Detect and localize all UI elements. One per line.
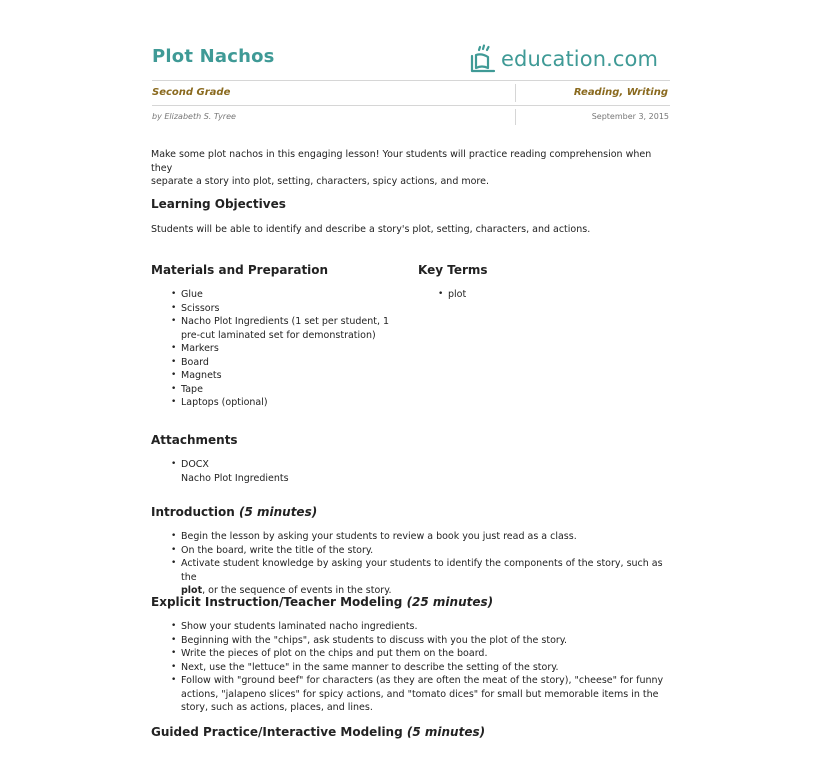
explicit-instruction-title: Explicit Instruction/Teacher Modeling <box>151 595 403 609</box>
guided-practice-title: Guided Practice/Interactive Modeling <box>151 725 403 739</box>
list-item: • Tape <box>151 383 411 397</box>
author-divider <box>515 109 516 125</box>
list-item: • Magnets <box>151 369 411 383</box>
list-item-text: , or the sequence of events in the story. <box>202 585 392 596</box>
explicit-instruction-minutes: (25 minutes) <box>406 595 494 609</box>
list-item: • Show your students laminated nacho ingredients. <box>151 620 681 634</box>
list-item: • Glue <box>151 288 411 302</box>
list-item: • Nacho Plot Ingredients (1 set per student, 1 <box>151 315 411 329</box>
key-terms-list <box>418 288 618 302</box>
page-title: Plot Nachos <box>152 46 275 67</box>
attachments-heading: Attachments <box>151 433 238 447</box>
list-item: • Next, use the "lettuce" in the same manner to describe the setting of the story. <box>151 661 681 675</box>
materials-list <box>151 288 411 410</box>
intro-line: Make some plot nachos in this engaging lesson! Your students will practice reading comprehension when they <box>151 149 652 174</box>
list-item: • Board <box>151 356 411 370</box>
list-item: • Activate student knowledge by asking your students to identify the components of the story, such as the <box>151 557 681 584</box>
explicit-instruction-list <box>151 620 681 715</box>
guided-practice-heading <box>151 725 485 739</box>
materials-heading: Materials and Preparation <box>151 263 329 277</box>
key-terms-heading: Key Terms <box>418 263 488 277</box>
attachment-link[interactable]: • DOCX <box>151 458 451 472</box>
list-item: • plot <box>418 288 618 302</box>
attachment-title[interactable]: Nacho Plot Ingredients <box>181 472 289 484</box>
header-divider <box>152 80 670 81</box>
list-item-continuation: pre-cut laminated set for demonstration) <box>181 329 376 341</box>
introduction-list <box>151 530 681 598</box>
list-item: • Laptops (optional) <box>151 396 411 410</box>
grade-label: Second Grade <box>152 87 231 98</box>
list-item-continuation: actions, "jalapeno slices" for spicy actions, and "tomato dices" for small but memorable items in the <box>181 688 659 700</box>
book-icon <box>468 44 498 74</box>
intro-paragraph <box>151 148 671 189</box>
education-com-logo[interactable] <box>468 43 658 75</box>
date-label: September 3, 2015 <box>591 112 669 121</box>
author-label: by Elizabeth S. Tyree <box>152 112 236 121</box>
list-item: • Write the pieces of plot on the chips and put them on the board. <box>151 647 681 661</box>
meta-divider-horizontal <box>152 105 670 106</box>
attachments-list <box>151 458 451 485</box>
list-item: • On the board, write the title of the story. <box>151 544 681 558</box>
plot-term: plot <box>181 585 203 596</box>
list-item: • Markers <box>151 342 411 356</box>
introduction-heading <box>151 505 317 519</box>
list-item: • Begin the lesson by asking your students to review a book you just read as a class. <box>151 530 681 544</box>
logo-wordmark <box>501 47 658 71</box>
meta-divider <box>515 84 516 102</box>
guided-practice-minutes: (5 minutes) <box>406 725 486 739</box>
list-item: • Scissors <box>151 302 411 316</box>
learning-objectives-text: Students will be able to identify and describe a story's plot, setting, characters, and actions. <box>151 224 591 235</box>
subject-label: Reading, Writing <box>573 87 668 98</box>
logo-text: education <box>501 47 607 71</box>
logo-suffix: .com <box>606 47 659 71</box>
explicit-instruction-heading <box>151 595 493 609</box>
introduction-title: Introduction <box>151 505 235 519</box>
introduction-minutes: (5 minutes) <box>238 505 318 519</box>
list-item: • Follow with "ground beef" for characters (as they are often the meat of the story), "cheese" for funny <box>151 674 681 688</box>
intro-line: separate a story into plot, setting, characters, spicy actions, and more. <box>151 176 489 187</box>
list-item-continuation: story, such as actions, places, and lines. <box>181 702 373 713</box>
list-item: • Beginning with the "chips", ask students to discuss with you the plot of the story. <box>151 634 681 648</box>
learning-objectives-heading: Learning Objectives <box>151 197 286 211</box>
